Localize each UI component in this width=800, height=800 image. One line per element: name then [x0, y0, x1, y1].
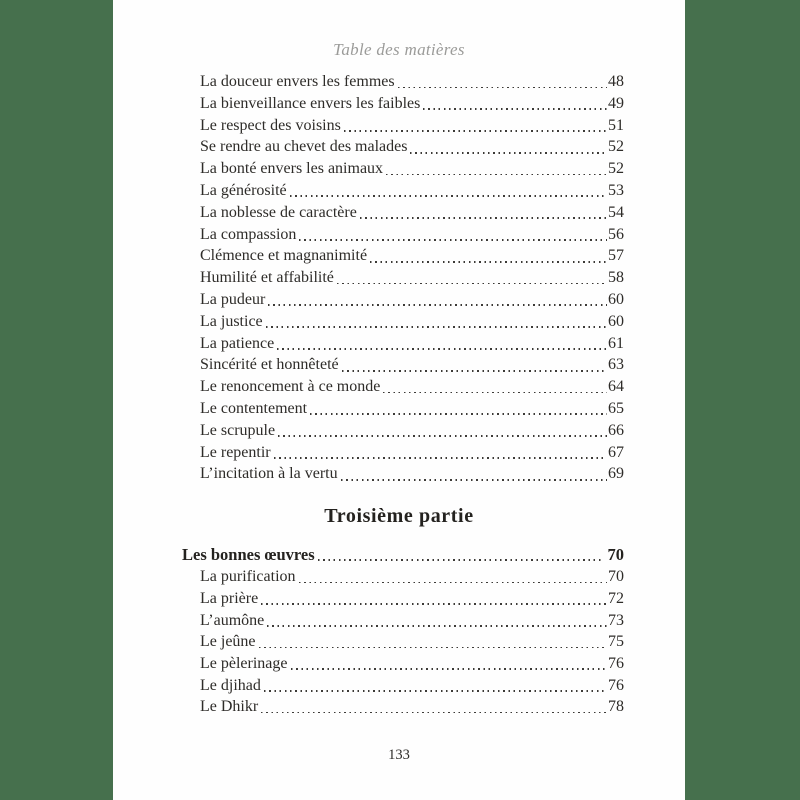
toc-entry-page: 52 [608, 160, 624, 178]
toc-entry-label: La patience [200, 334, 275, 352]
dot-leader [261, 712, 607, 714]
dot-leader [259, 647, 607, 649]
dot-leader [268, 304, 607, 306]
dot-leader [291, 668, 608, 670]
toc-entry [200, 463, 624, 485]
toc-entry-label: Clémence et magnanimité [200, 247, 368, 265]
page-number: 133 [388, 747, 410, 763]
toc-entry [200, 398, 624, 420]
toc-entries-part3 [200, 566, 624, 718]
dot-leader [370, 261, 607, 263]
toc-entry-label: Le pèlerinage [200, 654, 288, 672]
toc-entry-label: Le respect des voisins [200, 116, 341, 134]
dot-leader [318, 559, 602, 561]
part-heading: Troisième partie [324, 505, 474, 528]
toc-entry-page: 57 [608, 247, 624, 265]
toc-entry [200, 289, 624, 311]
toc-entry [200, 158, 624, 180]
dot-leader [267, 625, 607, 627]
running-header: Table des matières [333, 40, 465, 59]
toc-entries-part2 [200, 71, 624, 485]
toc-entry-page: 64 [608, 378, 624, 396]
toc-entry-page: 54 [608, 203, 624, 221]
toc-entry-page: 76 [608, 654, 624, 672]
toc-entry-page: 48 [608, 73, 624, 90]
toc-entry [200, 420, 624, 442]
toc-entry-page: 60 [608, 290, 624, 308]
toc-entry [200, 115, 624, 137]
toc-entry [200, 442, 624, 464]
dot-leader [266, 326, 607, 328]
toc-entry-label: Le Dhikr [200, 698, 259, 716]
toc-entry-label: La justice [200, 312, 263, 330]
dot-leader [264, 690, 607, 692]
toc-entry [200, 93, 624, 115]
dot-leader [274, 457, 607, 459]
toc-entry [200, 71, 624, 93]
toc-entry-label: La bonté envers les animaux [200, 160, 384, 178]
toc-entry-page: 52 [608, 138, 624, 156]
dot-leader [261, 603, 607, 605]
toc-entry-page: 61 [608, 334, 624, 352]
toc-entry-label: La compassion [200, 225, 297, 243]
toc-entry [200, 354, 624, 376]
dot-leader [290, 195, 607, 197]
toc-entry-page: 66 [608, 421, 624, 439]
toc-entry [200, 202, 624, 224]
toc-entry-label: Sincérité et honnêteté [200, 356, 339, 374]
toc-entry-page: 65 [608, 399, 624, 417]
toc-entry-label: Se rendre au chevet des malades [200, 138, 408, 156]
toc-entry-page: 56 [608, 225, 624, 243]
toc-entry [200, 311, 624, 333]
toc-entry [200, 566, 624, 588]
book-page [113, 0, 685, 800]
dot-leader [277, 348, 607, 350]
toc-entry [200, 610, 624, 632]
toc-entry-page: 53 [608, 181, 624, 199]
dot-leader [383, 392, 607, 394]
toc-entry-page: 76 [608, 676, 624, 694]
dot-leader [342, 370, 607, 372]
dot-leader [360, 217, 607, 219]
toc-entry-label: Humilité et affabilité [200, 269, 334, 287]
toc-entry-page: 78 [608, 698, 624, 716]
toc-entry-label: La pudeur [200, 290, 266, 308]
dot-leader [278, 435, 607, 437]
toc-entry [200, 136, 624, 158]
dot-leader [337, 283, 607, 285]
toc-entry-label: La purification [200, 568, 296, 586]
dot-leader [310, 413, 607, 415]
toc-entry-label: L’aumône [200, 611, 265, 629]
dot-leader [386, 174, 607, 176]
table-of-contents [113, 71, 685, 718]
toc-section-label: Les bonnes œuvres [182, 545, 315, 565]
toc-entry [200, 653, 624, 675]
toc-entry [200, 245, 624, 267]
toc-entry-label: La douceur envers les femmes [200, 73, 395, 90]
toc-entry [200, 267, 624, 289]
toc-entry [200, 631, 624, 653]
dot-leader [423, 108, 607, 110]
dot-leader [410, 152, 607, 154]
toc-entry-label: Le djihad [200, 676, 261, 694]
dot-leader [344, 130, 607, 132]
dot-leader [299, 582, 607, 584]
dot-leader [341, 479, 607, 481]
toc-entry-page: 63 [608, 356, 624, 374]
toc-entry [200, 675, 624, 697]
toc-entry [200, 180, 624, 202]
dot-leader [398, 87, 607, 89]
toc-entry-label: Le scrupule [200, 421, 276, 439]
toc-section-page: 70 [607, 545, 624, 565]
toc-section-row [182, 544, 624, 566]
toc-entry-page: 70 [608, 568, 624, 586]
toc-entry-label: La prière [200, 589, 259, 607]
toc-entry-page: 49 [608, 94, 624, 112]
toc-entry [200, 696, 624, 718]
toc-entry-label: La bienveillance envers les faibles [200, 94, 421, 112]
toc-entry-page: 73 [608, 611, 624, 629]
toc-entry-label: Le jeûne [200, 633, 256, 651]
toc-entry-page: 67 [608, 443, 624, 461]
toc-entry-label: La noblesse de caractère [200, 203, 357, 221]
toc-entry [200, 333, 624, 355]
dot-leader [299, 239, 607, 241]
toc-entry-page: 69 [608, 465, 624, 483]
toc-entry-label: L’incitation à la vertu [200, 465, 338, 483]
toc-entry-page: 72 [608, 589, 624, 607]
toc-entry-label: Le contentement [200, 399, 308, 417]
toc-entry [200, 588, 624, 610]
toc-entry [200, 224, 624, 246]
toc-entry-label: Le renoncement à ce monde [200, 378, 381, 396]
toc-entry-label: Le repentir [200, 443, 271, 461]
toc-entry-page: 51 [608, 116, 624, 134]
toc-entry-page: 58 [608, 269, 624, 287]
toc-entry-page: 75 [608, 633, 624, 651]
toc-entry [200, 376, 624, 398]
toc-entry-page: 60 [608, 312, 624, 330]
toc-entry-label: La générosité [200, 181, 287, 199]
